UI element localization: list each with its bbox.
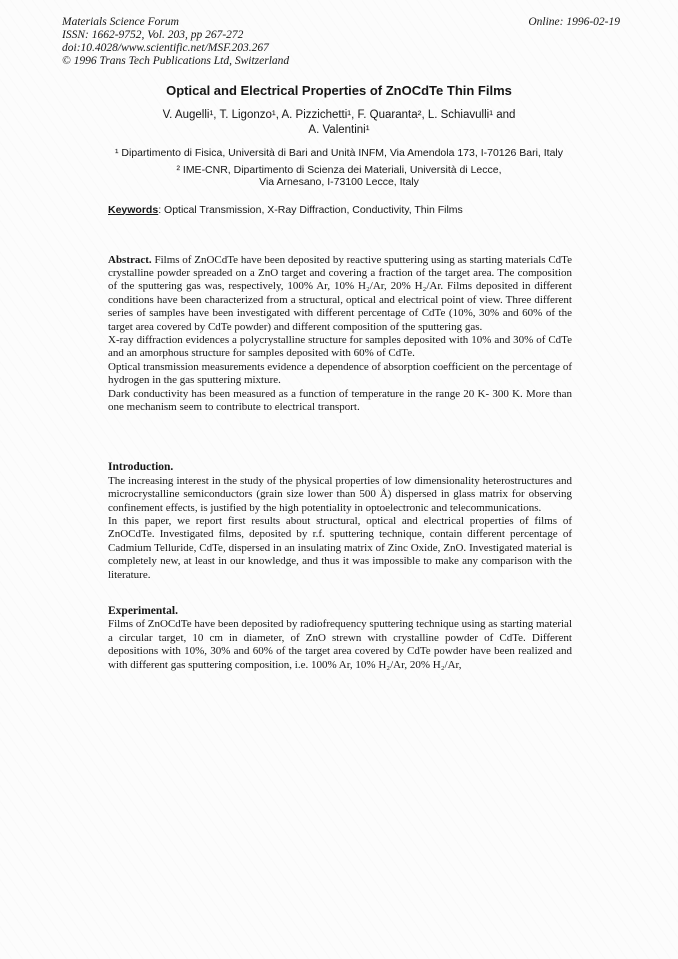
authors-block [0,108,678,137]
issn-line: ISSN: 1662-9752, Vol. 203, pp 267-272 [62,29,244,41]
abstract-paragraph-2: X-ray diffraction evidences a polycrystalline structure for samples deposited with 10% and 30% of CdTe and an amorphous structure for samples deposited with 60% of CdTe. [108,333,572,360]
abstract-paragraph-4: Dark conductivity has been measured as a function of temperature in the range 20 K- 300 K. More than one mechanism seem to contribute to electrical transport. [108,387,572,413]
introduction-paragraph-1: The increasing interest in the study of the physical properties of low dimensionality heterostructures and microcrystalline semiconductors (grain size lower than 500 Å) dispersed in glass matrix for observing confinement effects, is justified by the high potentiality in optoelectronic and telecommunications. [108,474,572,514]
keywords-text: : Optical Transmission, X-Ray Diffraction, Conductivity, Thin Films [158,203,463,216]
affiliation-1: ¹ Dipartimento di Fisica, Università di Bari and Unità INFM, Via Amendola 173, I-70126 Bari, Italy [114,147,563,159]
abstract-label: Abstract. [108,253,152,266]
experimental-paragraph-1: Films of ZnOCdTe have been deposited by radiofrequency sputtering technique using as starting material a circular target, 10 cm in diameter, of ZnO strewn with crystalline powder of CdTe. Different depositions with 10%, 30% and 60% of the target area covered by CdTe powder have been realized and with different gas sputtering composition, i.e. 100% Ar, 10% H₂/Ar, 20% H₂/Ar, [108,618,572,671]
journal-header-row [62,16,620,29]
affiliation-2-line-1: ² IME-CNR, Dipartimento di Scienza dei Materiali, Università di Lecce, [176,163,502,176]
abstract-paragraph-3: Optical transmission measurements evidence a dependence of absorption coefficient on the percentage of hydrogen in the gas sputtering mixture. [108,360,572,387]
authors-line-1: V. Augelli¹, T. Ligonzo¹, A. Pizzichetti¹, F. Quaranta², L. Schiavulli¹ and [162,109,516,121]
copyright-line: © 1996 Trans Tech Publications Ltd, Switzerland [62,55,290,67]
introduction-section [108,461,572,582]
online-date: Online: 1996-02-19 [528,16,620,28]
abstract-text-1: Films of ZnOCdTe have been deposited by reactive sputtering using as starting materials CdTe crystalline powder spreaded on a ZnO target and covering a fraction of the target area. The composition of the sputtering gas was, respectively, 100% Ar, 10% H₂/Ar, 20% H₂/Ar. Films deposited in different conditions have been characterized from a structural, optical and electrical point of view. Three different series of samples have been investigated with different percentage of CdTe (10%, 30% and 60% of the target area covered by CdTe powder) and different composition of the sputtering gas. [108,253,572,333]
paper-title: Optical and Electrical Properties of ZnOCdTe Thin Films [166,83,512,98]
experimental-section [108,605,572,672]
affiliation-2 [0,164,678,189]
experimental-heading: Experimental. [108,605,178,618]
affiliation-2-line-2: Via Arnesano, I-73100 Lecce, Italy [259,176,419,188]
introduction-heading: Introduction. [108,461,174,474]
journal-header [62,16,620,68]
keywords-line [108,204,572,216]
journal-name: Materials Science Forum [62,16,179,28]
keywords-label: Keywords [108,203,159,216]
doi-line: doi:10.4028/www.scientific.net/MSF.203.267 [62,42,269,54]
abstract-paragraph-1 [108,254,572,334]
authors-line-2: A. Valentini¹ [308,123,370,136]
abstract-section [108,254,572,415]
introduction-paragraph-2: In this paper, we report first results about structural, optical and electrical properties of films of ZnOCdTe. Investigated films, deposited by r.f. sputtering technique, contain different percentage of Cadmium Telluride, CdTe, dispersed in an insulating matrix of Zinc Oxide, ZnO. Investigated material is completely new, at least in our knowledge, and thus it was impossible to make any comparison with the literature. [108,515,572,581]
